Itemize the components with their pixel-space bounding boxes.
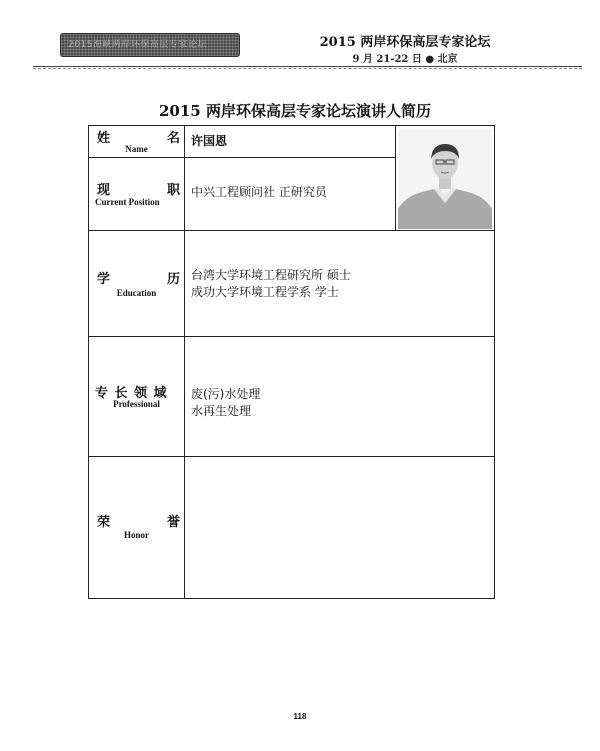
education-label-en: Education <box>116 288 157 298</box>
education-label-zh-second: 历 <box>167 272 181 287</box>
conference-date: 9 月 21-22 日 ● 北京 <box>352 54 458 65</box>
honor-label-zh-second: 誉 <box>167 515 181 530</box>
position-value: 中兴工程顾问社 正研究员 <box>191 185 327 199</box>
resume-table <box>88 125 495 599</box>
professional-label-zh: 专 长 领 域 <box>95 386 168 401</box>
education-value-1: 台湾大学环境工程研究所 硕士 <box>191 268 351 282</box>
speaker-portrait-image <box>398 129 492 229</box>
name-value: 许国恩 <box>191 134 228 148</box>
honor-label-zh-first: 荣 <box>97 515 111 530</box>
header-rule <box>33 66 582 67</box>
position-label-zh-second: 职 <box>167 183 181 198</box>
row-divider-name <box>89 157 395 158</box>
name-label-zh-first: 姓 <box>97 131 111 146</box>
banner-text: 2015海峡两岸环保高层专家论坛 <box>68 40 207 50</box>
page-number: 118 <box>293 712 307 721</box>
photo-column-divider <box>395 126 396 230</box>
name-label-en: Name <box>125 144 148 154</box>
speaker-photo <box>398 129 492 229</box>
conference-banner <box>60 33 240 57</box>
professional-label-en: Professional <box>113 399 160 409</box>
row-divider-education <box>89 336 494 337</box>
document-title: 2015 两岸环保高层专家论坛演讲人简历 <box>159 102 431 120</box>
header-subrule <box>33 68 582 69</box>
name-label-zh-second: 名 <box>167 131 181 146</box>
conference-title: 2015 两岸环保高层专家论坛 <box>319 35 491 50</box>
row-divider-position <box>89 230 494 231</box>
position-label-zh-first: 现 <box>97 183 111 198</box>
professional-value-1: 废(污)水处理 <box>191 387 261 401</box>
row-divider-professional <box>89 456 494 457</box>
honor-label-en: Honor <box>123 530 149 540</box>
label-column-divider <box>184 126 185 598</box>
education-value-2: 成功大学环境工程学系 学士 <box>191 285 339 299</box>
education-label-zh-first: 学 <box>97 272 111 287</box>
professional-value-2: 水再生处理 <box>191 404 252 418</box>
position-label-en: Current Position <box>95 197 160 207</box>
